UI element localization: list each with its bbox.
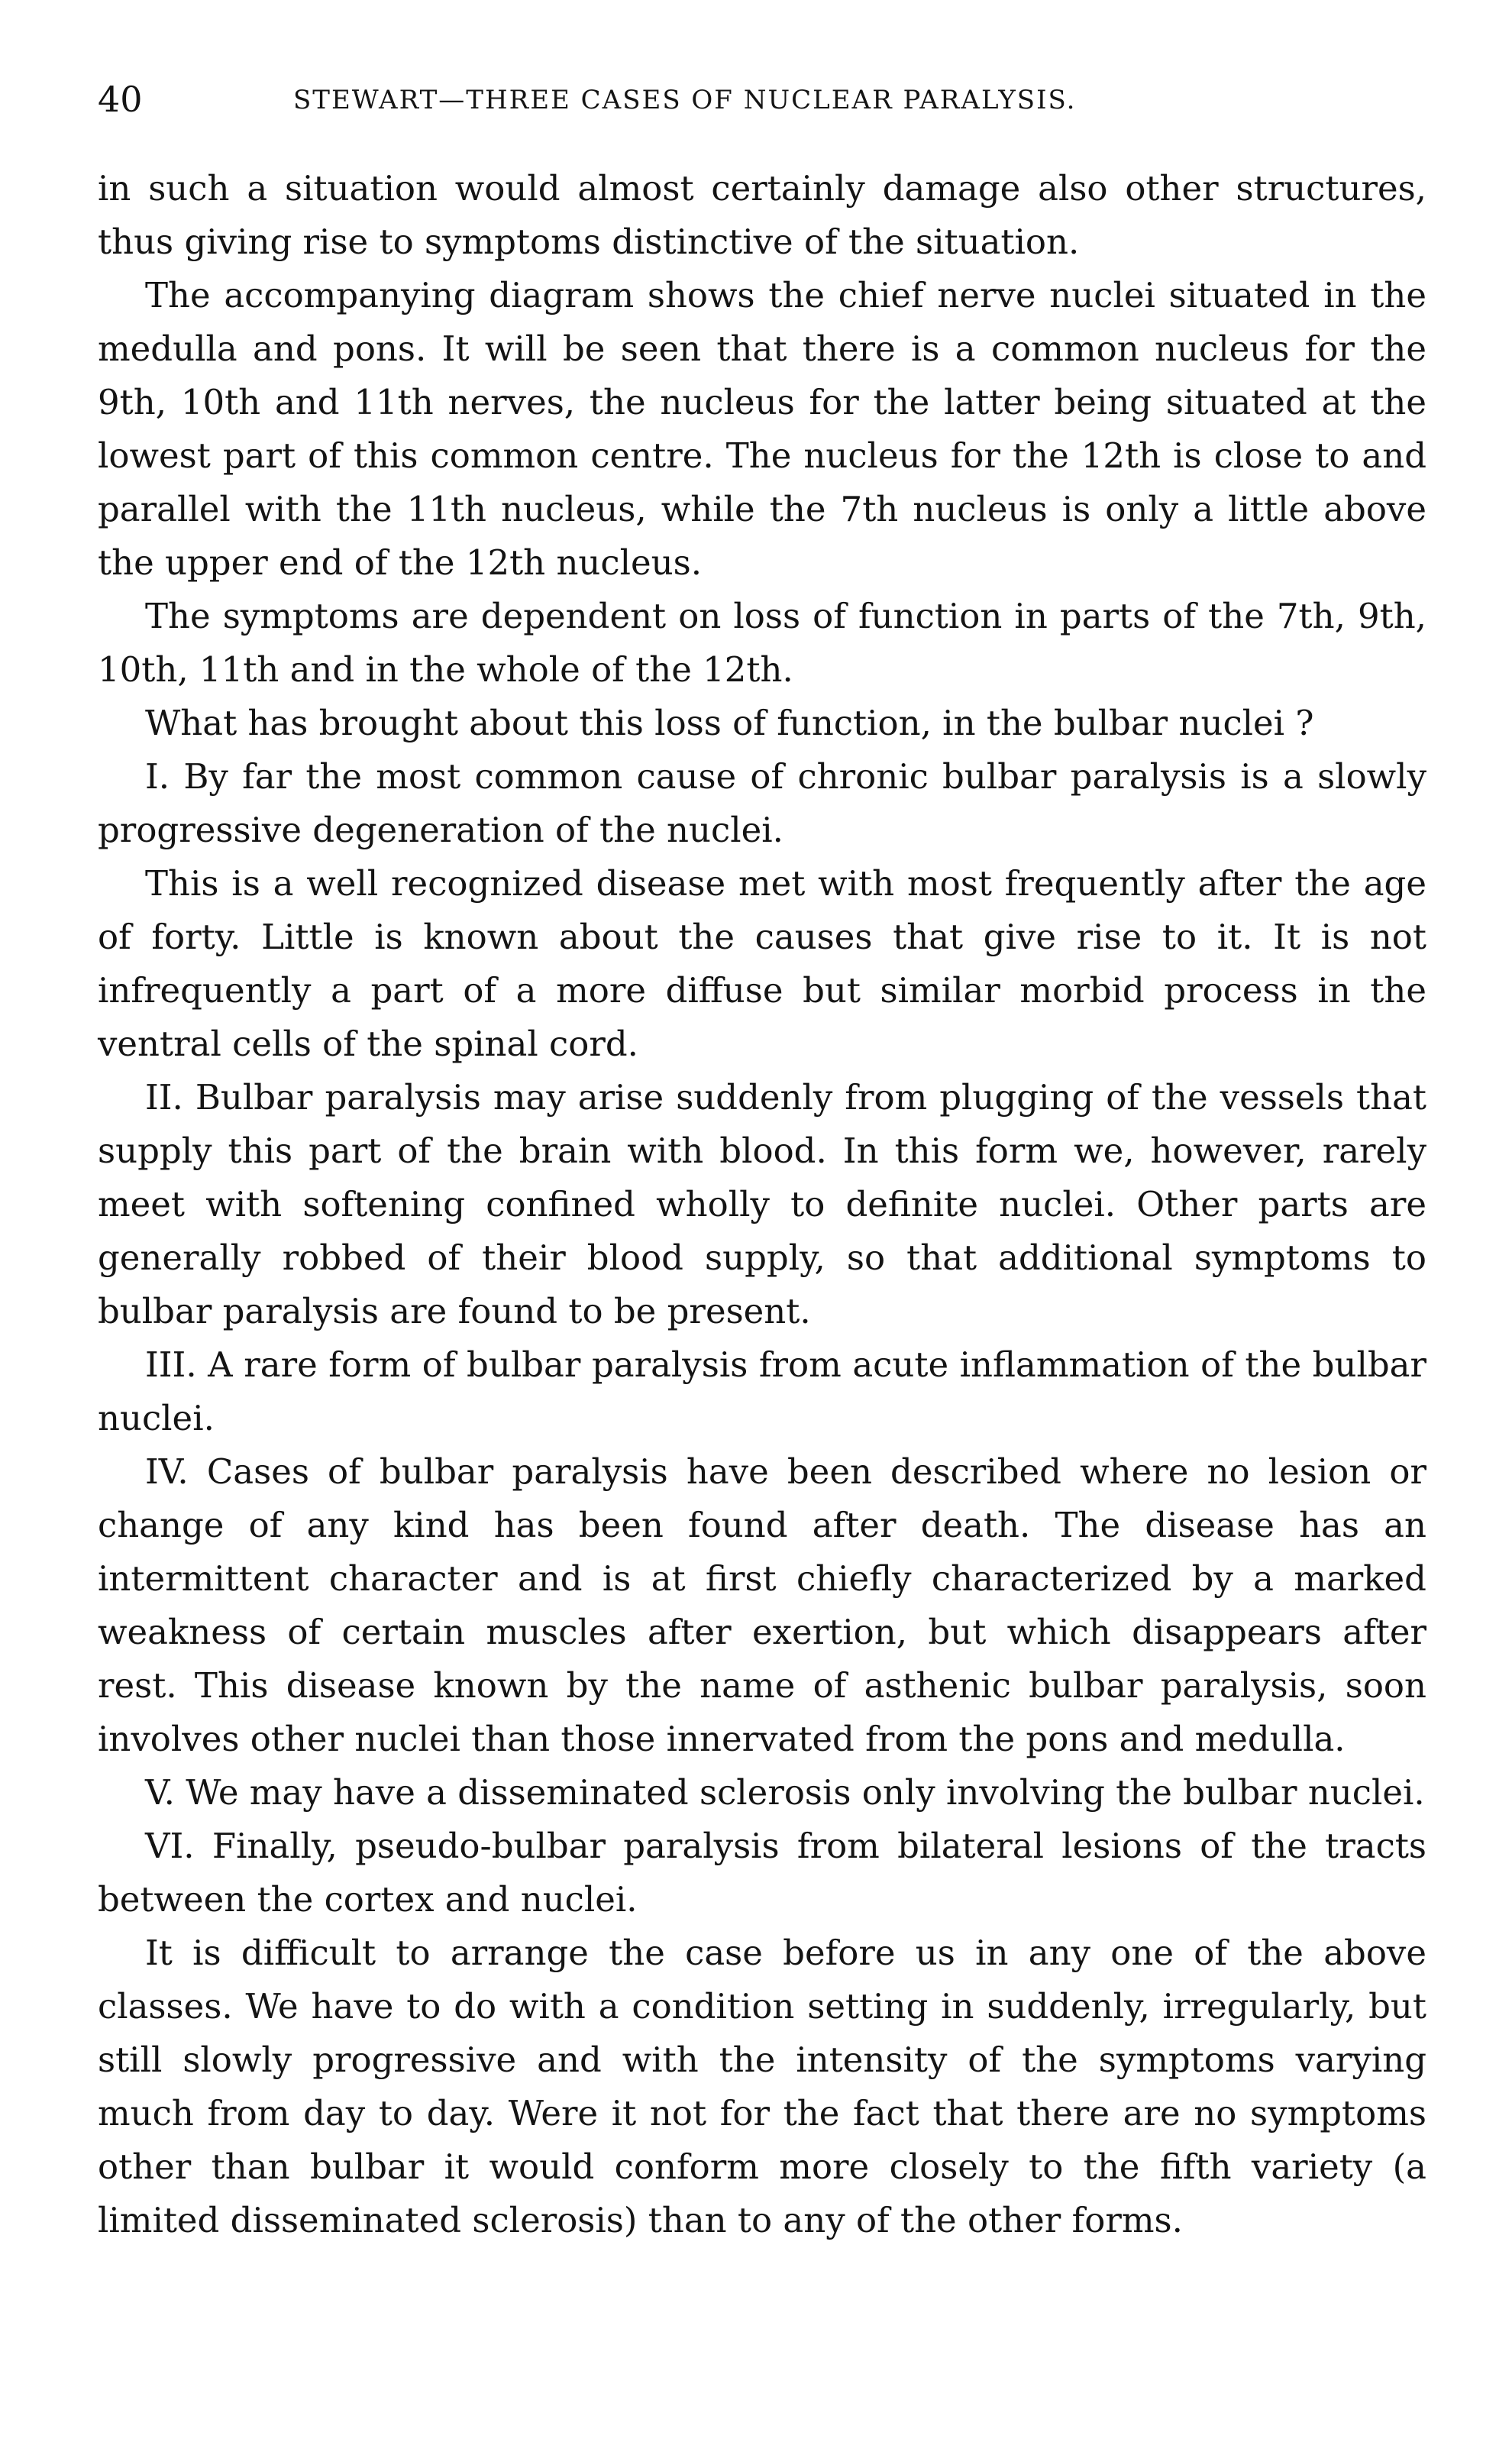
paragraph: VI. Finally, pseudo-bulbar paralysis from bilateral lesions of the tracts between the cortex and nuclei.: [98, 1826, 1426, 1920]
page-header: [98, 70, 1426, 131]
paragraph: I. By far the most common cause of chronic bulbar paralysis is a slowly progressive degeneration of the nuclei.: [98, 756, 1426, 850]
running-title: STEWART—THREE CASES OF NUCLEAR PARALYSIS.: [293, 85, 1077, 115]
paragraph: V. We may have a disseminated sclerosis only involving the bulbar nuclei.: [145, 1772, 1425, 1813]
paragraph: The symptoms are dependent on loss of function in parts of the 7th, 9th, 10th, 11th and in the whole of the 12th.: [98, 596, 1426, 690]
paragraph: It is difficult to arrange the case before us in any one of the above classes. We have to do with a condition setting in suddenly, irregularly, but still slowly progressive and with the intensity of the symptoms varying much from day to day. Were it not for the fact that there are no symptoms other than bulbar it would conform more closely to the fifth variety (a limited disseminated sclerosis) than to any of the other forms.: [98, 1933, 1426, 2240]
book-page: [98, 70, 1426, 2247]
paragraph: in such a situation would almost certainly damage also other structures, thus giving rise to symptoms distinctive of the situation.: [98, 168, 1426, 262]
paragraph: What has brought about this loss of function, in the bulbar nuclei ?: [145, 703, 1314, 743]
paragraph: II. Bulbar paralysis may arise suddenly from plugging of the vessels that supply this part of the brain with blood. In this form we, however, rarely meet with softening confined wholly to definite nuclei. Other parts are generally robbed of their blood supply, so that additional symptoms to bulbar paralysis are found to be present.: [98, 1077, 1426, 1331]
paragraph: This is a well recognized disease met with most frequently after the age of forty. Little is known about the causes that give rise to it. It is not infrequently a part of a more diffuse but similar morbid process in the ventral cells of the spinal cord.: [98, 863, 1426, 1064]
page-number: 40: [98, 79, 143, 120]
paragraph: IV. Cases of bulbar paralysis have been described where no lesion or change of any kind has been found after death. The disease has an intermittent character and is at first chiefly characterized by a marked weakness of certain muscles after exertion, but which disappears after rest. This disease known by the name of asthenic bulbar paralysis, soon involves other nuclei than those innervated from the pons and medulla.: [98, 1451, 1426, 1759]
paragraph: The accompanying diagram shows the chief nerve nuclei situated in the medulla and pons. It will be seen that there is a common nucleus for the 9th, 10th and 11th nerves, the nucleus for the latter being situated at the lowest part of this common centre. The nucleus for the 12th is close to and parallel with the 11th nucleus, while the 7th nucleus is only a little above the upper end of the 12th nucleus.: [98, 275, 1426, 583]
body-text: [98, 162, 1426, 2247]
paragraph: III. A rare form of bulbar paralysis from acute inflammation of the bulbar nuclei.: [98, 1344, 1426, 1438]
